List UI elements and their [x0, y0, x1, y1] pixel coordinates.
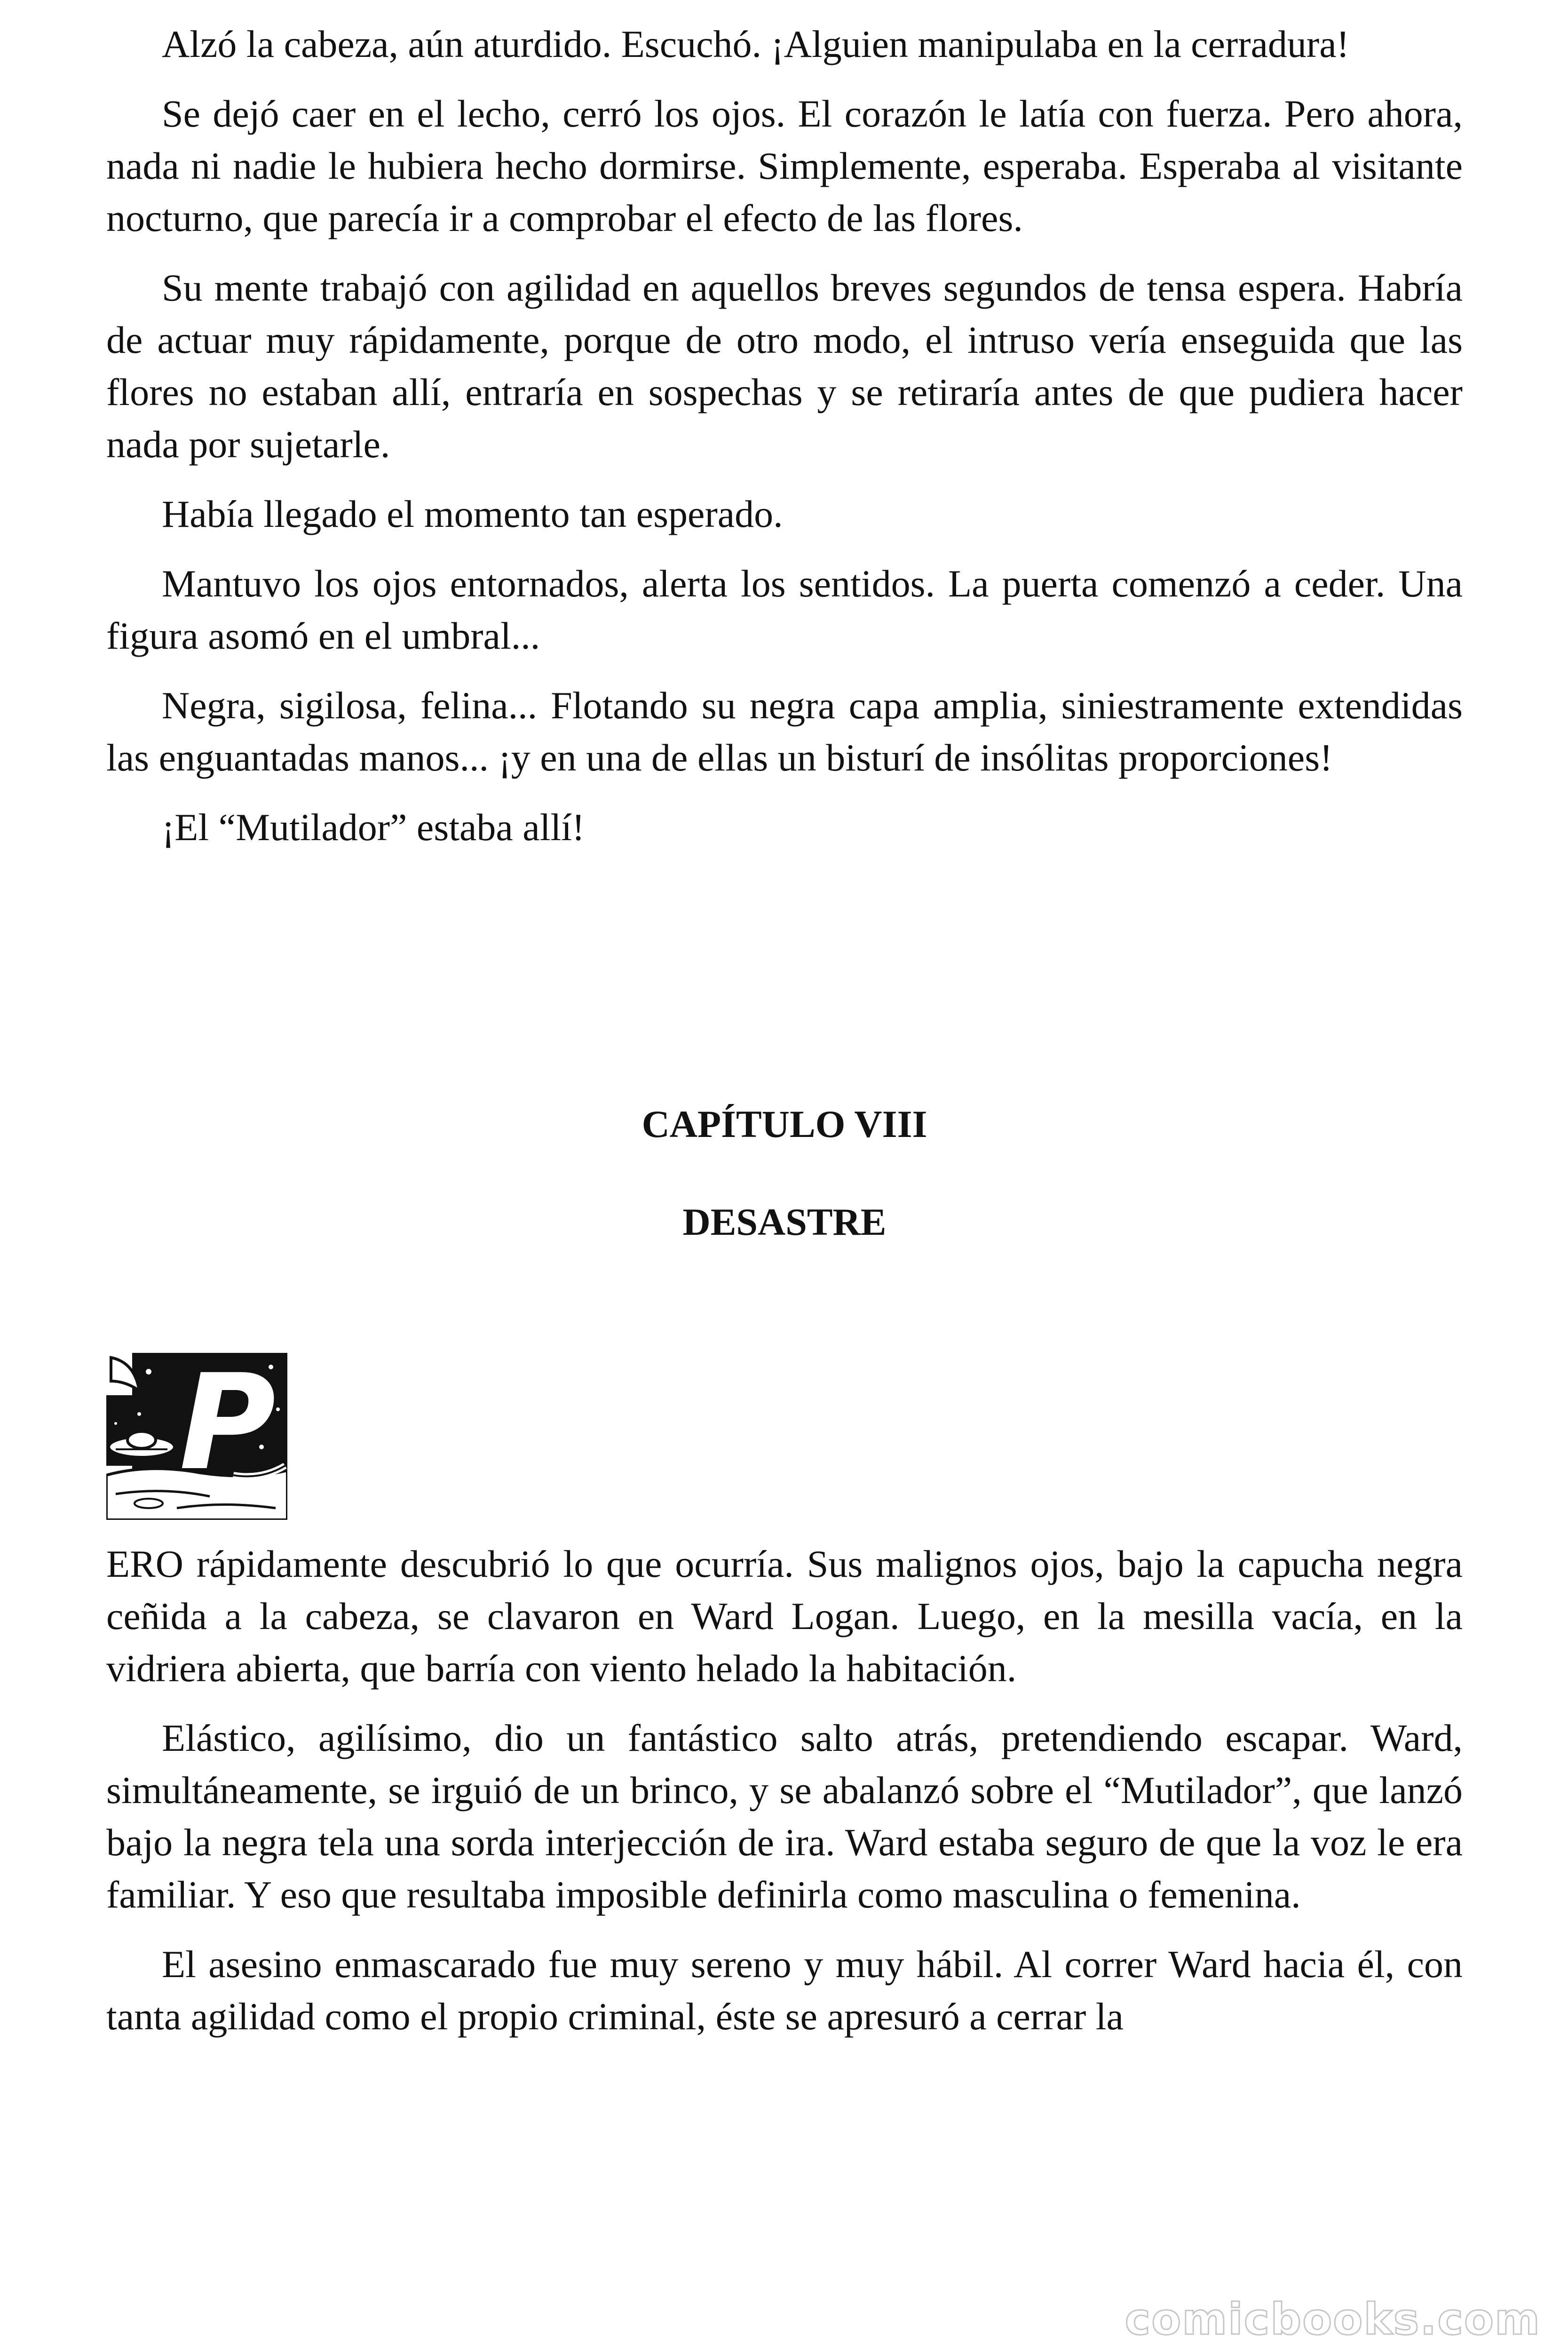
paragraph: Su mente trabajó con agilidad en aquellos breves segundos de tensa espera. Habría de actuar muy rápidamente, porque de otro modo, el intruso vería enseguida que las flores no estaban allí, entraría en sospechas y se retiraría antes de que pudiera hacer nada por sujetarle. [106, 266, 1463, 466]
paragraph: Negra, sigilosa, felina... Flotando su negra capa amplia, siniestramente extendidas las enguantadas manos... ¡y en una de ellas un bisturí de insólitas proporciones! [106, 684, 1463, 779]
paragraph: Había llegado el momento tan esperado. [162, 493, 783, 535]
paragraph: Elástico, agilísimo, dio un fantástico salto atrás, pretendiendo escapar. Ward, simultáneamente, se irguió de un brinco, y se abalanzó sobre el “Mutilador”, que lanzó bajo la negra tela una sorda interjección de ira. Ward estaba seguro de que la voz le era familiar. Y eso que resultaba imposible definirla como masculina o femenina. [106, 1716, 1463, 1916]
dropcap-p-icon [106, 1353, 287, 1520]
paragraph: Se dejó caer en el lecho, cerró los ojos. El corazón le latía con fuerza. Pero ahora, nada ni nadie le hubiera hecho dormirse. Simplemente, esperaba. Esperaba al visitante nocturno, que parecía ir a comprobar el efecto de las flores. [106, 92, 1463, 239]
chapter-spacer [106, 871, 1463, 1098]
book-page [106, 18, 1463, 2060]
watermark: comicbooks.com [1125, 2294, 1541, 2344]
dropcap-illustration [106, 1353, 287, 1520]
chapter-title: DESASTRE [682, 1200, 887, 1243]
dropcap-letter: P [179, 1353, 276, 1500]
paragraph: El asesino enmascarado fue muy sereno y muy hábil. Al correr Ward hacia él, con tanta agilidad como el propio criminal, éste se apresuró a cerrar la [106, 1943, 1463, 2038]
paragraph: ERO rápidamente descubrió lo que ocurría. Sus malignos ojos, bajo la capucha negra ceñida a la cabeza, se clavaron en Ward Logan. Luego, en la mesilla vacía, en la vidriera abierta, que barría con viento helado la habitación. [106, 1542, 1463, 1690]
paragraph: Mantuvo los ojos entornados, alerta los sentidos. La puerta comenzó a ceder. Una figura asomó en el umbral... [106, 562, 1463, 657]
paragraph: ¡El “Mutilador” estaba allí! [162, 806, 585, 849]
paragraph: Alzó la cabeza, aún aturdido. Escuchó. ¡Alguien manipulaba en la cerradura! [162, 23, 1349, 65]
chapter-number: CAPÍTULO VIII [641, 1103, 927, 1145]
